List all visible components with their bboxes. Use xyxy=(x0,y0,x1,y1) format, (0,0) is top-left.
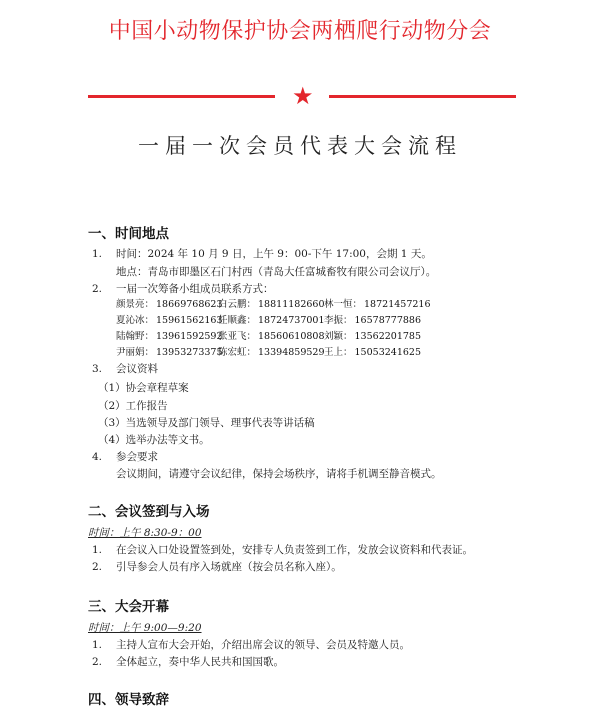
star-icon: ★ xyxy=(292,82,314,110)
section-time: 时间：上午 9:00—9:20 xyxy=(88,622,202,634)
contact-entry: 陆翰野： 13961592592 xyxy=(116,331,223,342)
section-heading-opening: 三、大会开幕 xyxy=(88,599,169,615)
item-number: 2. xyxy=(92,283,103,295)
document-title: 一届一次会员代表大会流程 xyxy=(138,134,462,158)
materials-heading: 会议资料 xyxy=(116,363,158,375)
divider-line-left xyxy=(88,95,275,98)
material-item: （4）选举办法等文书。 xyxy=(98,434,210,446)
divider-line-right xyxy=(329,95,516,98)
contact-entry: 李振： 16578777886 xyxy=(324,315,422,326)
material-item: （3）当选领导及部门领导、理事代表等讲话稿 xyxy=(98,417,315,429)
item-number: 2. xyxy=(92,656,103,668)
section-heading-checkin: 二、会议签到与入场 xyxy=(88,504,210,520)
organization-title: 中国小动物保护协会两栖爬行动物分会 xyxy=(108,19,492,44)
checkin-step: 引导参会人员有序入场就座（按会员名称入座）。 xyxy=(116,561,342,573)
opening-step: 主持人宣布大会开始，介绍出席会议的领导、会员及特邀人员。 xyxy=(116,639,410,651)
contact-entry: 陈宏虹： 13394859529 xyxy=(218,347,325,358)
meeting-time: 时间：2024 年 10 月 9 日，上午 9：00-下午 17:00，会期 1 天。 xyxy=(116,248,432,260)
opening-step: 全体起立，奏中华人民共和国国歌。 xyxy=(116,656,284,668)
item-number: 3. xyxy=(92,363,103,375)
material-item: （1）协会章程草案 xyxy=(98,382,189,394)
contact-entry: 夏沁冰： 15961562163 xyxy=(116,315,223,326)
checkin-step: 在会议入口处设置签到处，安排专人负责签到工作，发放会议资料和代表证。 xyxy=(116,544,473,556)
contact-entry: 王上： 15053241625 xyxy=(324,347,422,358)
item-number: 1. xyxy=(92,248,103,260)
contact-entry: 林一恒： 18721457216 xyxy=(324,299,431,310)
contact-entry: 白云鹏： 18811182660 xyxy=(218,299,325,310)
red-divider xyxy=(88,82,516,110)
contacts-heading: 一届一次筹备小组成员联系方式： xyxy=(116,283,274,295)
item-number: 2. xyxy=(92,561,103,573)
meeting-place: 地点：青岛市即墨区石门村西（青岛大任富城畜牧有限公司会议厅）。 xyxy=(116,266,437,278)
item-number: 1. xyxy=(92,639,103,651)
item-number: 1. xyxy=(92,544,103,556)
item-number: 4. xyxy=(92,451,103,463)
section-heading-leader-speech: 四、领导致辞 xyxy=(88,692,169,708)
section-heading-time-place: 一、时间地点 xyxy=(88,226,169,242)
requirements-heading: 参会要求 xyxy=(116,451,158,463)
contact-entry: 尹丽娟： 13953273375 xyxy=(116,347,223,358)
section-time: 时间：上午 8:30-9：00 xyxy=(88,527,202,539)
contact-entry: 任顺鑫： 18724737001 xyxy=(218,315,325,326)
material-item: （2）工作报告 xyxy=(98,400,168,412)
requirements-detail: 会议期间，请遵守会议纪律，保持会场秩序，请将手机调至静音模式。 xyxy=(116,468,442,480)
contact-entry: 颜景亮： 18669768623 xyxy=(116,299,223,310)
contact-entry: 刘颖： 13562201785 xyxy=(324,331,422,342)
contact-entry: 张亚飞： 18560610808 xyxy=(218,331,325,342)
